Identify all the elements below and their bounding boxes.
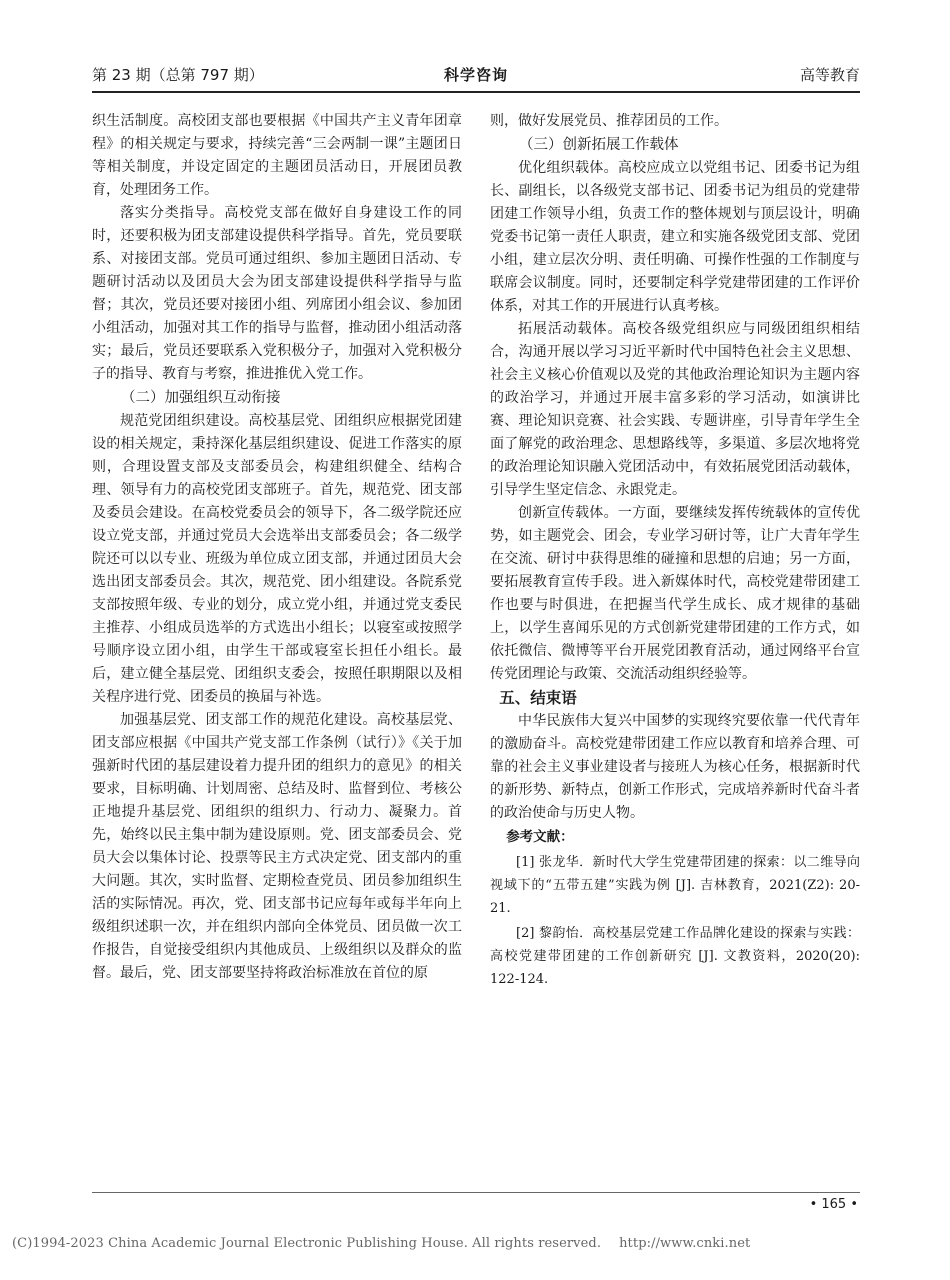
paragraph: 则，做好发展党员、推荐团员的工作。 xyxy=(490,113,728,129)
copyright-text: (C)1994-2023 China Academic Journal Electronic Publishing House. All rights reserved. xyxy=(12,1236,602,1251)
copyright-notice xyxy=(12,1236,938,1251)
reference-entry: [1] 张龙华．新时代大学生党建带团建的探索：以二维导向视域下的“五带五建”实践为例 [J]. 吉林教育，2021(Z2): 20-21. xyxy=(490,855,860,916)
footer-rule xyxy=(92,1192,860,1193)
right-column xyxy=(490,110,860,991)
subsection-heading: （三）创新拓展工作载体 xyxy=(519,137,679,153)
header-rule xyxy=(92,91,860,93)
paragraph: 落实分类指导。高校党支部在做好自身建设工作的同时，还要积极为团支部建设提供科学指导。首先，党员要联系、对接团支部。党员可通过组织、参加主题团日活动、专题研讨活动以及团员大会为团支部建设提供科学指导与监督；其次，党员还要对接团小组、列席团小组会议、参加团小组活动，加强对其工作的指导与监督，推动团小组活动落实；最后，党员还要联系入党积极分子，加强对入党积极分子的指导、教育与考察，推进推优入党工作。 xyxy=(92,205,462,382)
paragraph: 加强基层党、团支部工作的规范化建设。高校基层党、团支部应根据《中国共产党支部工作条例（试行）》《关于加强新时代团的基层建设着力提升团的组织力的意见》的相关要求，目标明确、计划周密、总结及时、监督到位、考核公正地提升基层党、团组织的组织力、行动力、凝聚力。首先，始终以民主集中制为建设原则。党、团支部委员会、党员大会以集体讨论、投票等民主方式决定党、团支部内的重大问题。其次，实时监督、定期检查党员、团员参加组织生活的实际情况。再次，党、团支部书记应每年或每半年向上级组织述职一次，并在组织内部向全体党员、团员做一次工作报告，自觉接受组织内其他成员、上级组织以及群众的监督。最后，党、团支部要坚持将政治标准放在首位的原 xyxy=(92,712,462,981)
paragraph: 创新宣传载体。一方面，要继续发挥传统载体的宣传优势，如主题党会、团会，专业学习研讨等，让广大青年学生在交流、研讨中获得思维的碰撞和思想的启迪；另一方面，要拓展教育宣传手段。进入新媒体时代，高校党建带团建工作也要与时俱进，在把握当代学生成长、成才规律的基础上，以学生喜闻乐见的方式创新党建带团建的工作方式，如依托微信、微博等平台开展党团教育活动，通过网络平台宣传党团理论与政策、交流活动组织经验等。 xyxy=(490,505,860,682)
journal-title: 科学咨询 xyxy=(443,66,508,84)
paragraph: 拓展活动载体。高校各级党组织应与同级团组织相结合，沟通开展以学习习近平新时代中国特色社会主义思想、社会主义核心价值观以及党的其他政治理论知识为主题内容的政治学习，并通过开展丰富多彩的学习活动，如演讲比赛、理论知识竞赛、社会实践、专题讲座，引导青年学生全面了解党的政治理念、思想路线等，多渠道、多层次地将党的政治理论知识融入党团活动中，有效拓展党团活动载体，引导学生坚定信念、永跟党走。 xyxy=(490,321,860,498)
page-number: • 165 • xyxy=(809,1197,858,1212)
section-category: 高等教育 xyxy=(799,66,860,84)
cnki-link[interactable]: http://www.cnki.net xyxy=(619,1236,751,1251)
left-column xyxy=(92,110,462,985)
subsection-heading: （二）加强组织互动衔接 xyxy=(121,390,281,406)
paragraph: 织生活制度。高校团支部也要根据《中国共产主义青年团章程》的相关规定与要求，持续完善“三会两制一课”主题团日等相关制度，并设定固定的主题团员活动日，开展团员教育，处理团务工作。 xyxy=(92,113,462,198)
running-header xyxy=(92,64,860,90)
section-heading: 五、结束语 xyxy=(499,689,577,707)
references-heading: 参考文献： xyxy=(506,829,574,845)
paragraph: 优化组织载体。高校应成立以党组书记、团委书记为组长、副组长，以各级党支部书记、团委书记为组员的党建带团建工作领导小组，负责工作的整体规划与顶层设计，明确党委书记第一责任人职责，建立和实施各级党团支部、党团小组，建立层次分明、责任明确、可操作性强的工作制度与联席会议制度。同时，还要制定科学党建带团建的工作评价体系，对其工作的开展进行认真考核。 xyxy=(490,160,860,314)
paragraph: 规范党团组织建设。高校基层党、团组织应根据党团建设的相关规定，秉持深化基层组织建设、促进工作落实的原则，合理设置支部及支部委员会，构建组织健全、结构合理、领导有力的高校党团支部班子。首先，规范党、团支部及委员会建设。在高校党委员会的领导下，各二级学院还应设立党支部，并通过党员大会选举出支部委员会；各二级学院还可以以专业、班级为单位成立团支部，并通过团员大会选出团支部委员会。其次，规范党、团小组建设。各院系党支部按照年级、专业的划分，成立党小组，并通过党支委民主推荐、小组成员选举的方式选出小组长；以寝室或按照学号顺序设立团小组，由学生干部或寝室长担任小组长。最后，建立健全基层党、团组织支委会，按照任职期限以及相关程序进行党、团委员的换届与补选。 xyxy=(92,413,462,705)
reference-entry: [2] 黎韵怡．高校基层党建工作品牌化建设的探索与实践：高校党建带团建的工作创新研究 [J]. 文教资料，2020(20): 122-124. xyxy=(490,926,860,987)
paragraph: 中华民族伟大复兴中国梦的实现终究要依靠一代代青年的激励奋斗。高校党建带团建工作应以教育和培养合理、可靠的社会主义事业建设者与接班人为核心任务，根据新时代的新形势、新特点，创新工作形式，完成培养新时代奋斗者的政治使命与历史人物。 xyxy=(490,713,860,821)
issue-number: 第 23 期（总第 797 期） xyxy=(92,66,264,84)
